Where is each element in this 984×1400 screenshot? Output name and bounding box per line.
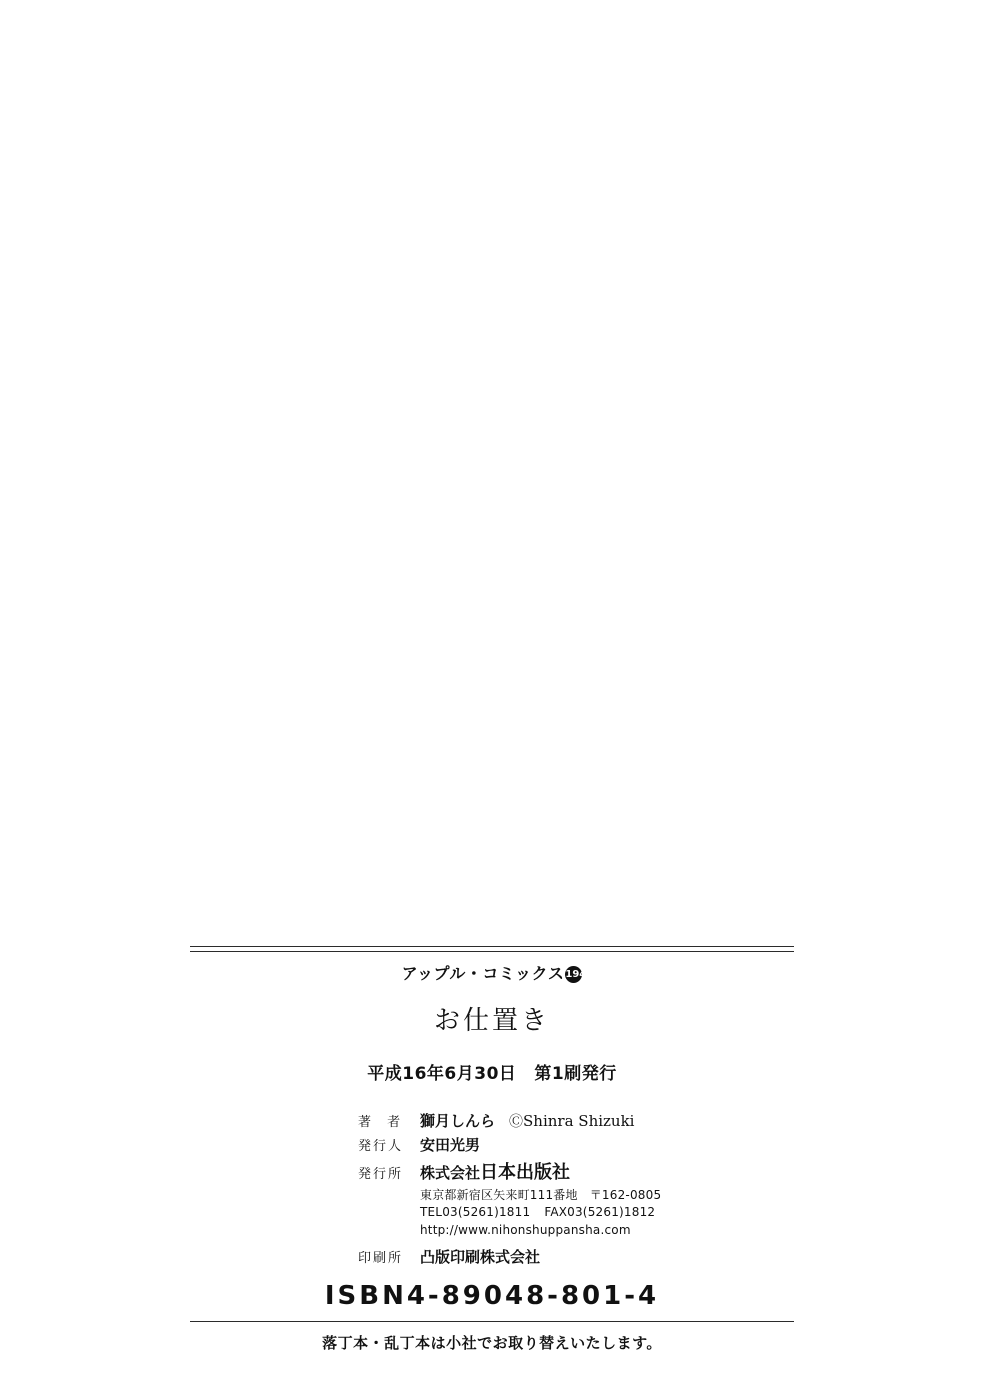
credit-value-author [420, 1110, 634, 1131]
address-line [420, 1187, 794, 1204]
street-address: 東京都新宿区矢来町111番地 [420, 1188, 578, 1202]
bottom-rule [190, 1321, 794, 1322]
book-title: お仕置き [433, 1006, 550, 1036]
credit-row-publisher [358, 1158, 794, 1184]
credit-value-printer: 凸版印刷株式会社 [420, 1248, 541, 1267]
credit-label-publisher: 発行所 [358, 1167, 404, 1182]
publisher-name: 日本出版社 [480, 1162, 571, 1183]
telephone: TEL03(5261)1811 [420, 1205, 531, 1220]
credit-label-author: 著 者 [358, 1115, 407, 1130]
top-double-rule [190, 946, 794, 952]
copyright-symbol: Ⓒ [509, 1114, 524, 1130]
credit-value-publisher-person: 安田光男 [420, 1136, 481, 1154]
credit-label-publisher-person: 発行人 [358, 1139, 404, 1154]
isbn-number: ISBN4-89048-801-4 [324, 1281, 660, 1312]
fax: FAX03(5261)1812 [544, 1205, 656, 1220]
credit-row-author [358, 1110, 794, 1131]
colophon-block [190, 946, 794, 1353]
publisher-address-block [420, 1187, 794, 1239]
defect-notice: 落丁本・乱丁本は小社でお取り替えいたします。 [322, 1334, 662, 1353]
publication-date-line [190, 1059, 794, 1084]
postal-code: 〒162-0805 [589, 1188, 662, 1202]
author-romaji: Shinra Shizuki [523, 1112, 635, 1130]
contact-line [420, 1204, 794, 1221]
publisher-prefix: 株式会社 [420, 1164, 481, 1182]
series-label: アップル・コミックス [401, 964, 565, 983]
publication-date: 平成16年6月30日 [367, 1064, 517, 1084]
credit-value-publisher [420, 1158, 570, 1184]
credit-row-publisher-person [358, 1134, 794, 1155]
publisher-url: http://www.nihonshuppansha.com [420, 1222, 631, 1237]
credit-row-printer [358, 1246, 794, 1267]
credit-label-printer: 印刷所 [358, 1251, 404, 1267]
series-line [190, 961, 794, 984]
credits-list [358, 1110, 794, 1267]
edition-label: 第1刷発行 [534, 1064, 617, 1084]
series-number-badge: 194 [565, 966, 582, 983]
author-name: 獅月しんら [420, 1112, 496, 1130]
